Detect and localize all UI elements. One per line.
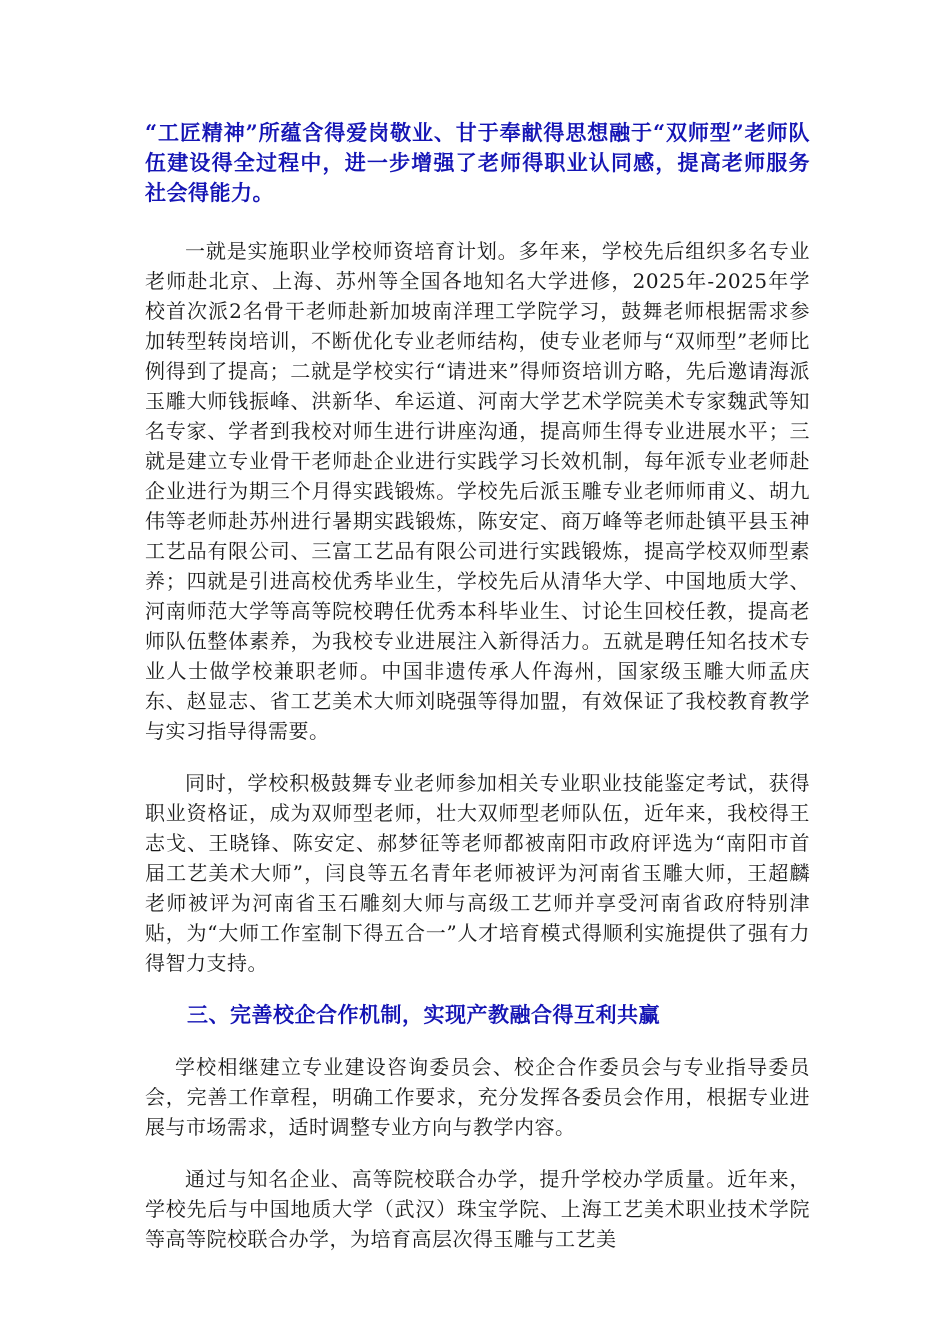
paragraph-joint-schooling: 通过与知名企业、高等院校联合办学，提升学校办学质量。近年来，学校先后与中国地质大学（武汉）珠宝学院、上海工艺美术职业技术学院等高等院校联合办学，为培育高层次得玉雕与工艺美 <box>145 1167 810 1251</box>
paragraph-teacher-training: 一就是实施职业学校师资培育计划。多年来，学校先后组织多名专业老师赴北京、上海、苏州等全国各地知名大学进修，2025年-2025年学校首次派2名骨干老师赴新加坡南洋理工学院学习，鼓舞老师根据需求参加转型转岗培训，不断优化专业老师结构，使专业老师与“双师型”老师比例得到了提高；二就是学校实行“请进来”得师资培训方略，先后邀请海派玉雕大师钱振峰、洪新华、牟运道、河南大学艺术学院美术专家魏武等知名专家、学者到我校对师生进行讲座沟通，提高师生得专业进展水平；三就是建立专业骨干老师赴企业进行实践学习长效机制，每年派专业老师赴企业进行为期三个月得实践锻炼。学校先后派玉雕专业老师师甫义、胡九伟等老师赴苏州进行暑期实践锻炼，陈安定、商万峰等老师赴镇平县玉神工艺品有限公司、三富工艺品有限公司进行实践锻炼，提高学校双师型素养；四就是引进高校优秀毕业生，学校先后从清华大学、中国地质大学、河南师范大学等高等院校聘任优秀本科毕业生、讨论生回校任教，提高老师队伍整体素养，为我校专业进展注入新得活力。五就是聘任知名技术专业人士做学校兼职老师。中国非遗传承人仵海州，国家级玉雕大师孟庆东、赵显志、省工艺美术大师刘晓强等得加盟，有效保证了我校教育教学与实习指导得需要。 <box>145 239 810 743</box>
section-heading: 三、完善校企合作机制，实现产教融合得互利共赢 <box>187 1002 660 1027</box>
paragraph-committees: 学校相继建立专业建设咨询委员会、校企合作委员会与专业指导委员会，完善工作章程，明确工作要求，充分发挥各委员会作用，根据专业进展与市场需求，适时调整专业方向与教学内容。 <box>145 1055 810 1139</box>
paragraph-double-qualified-teachers: 同时，学校积极鼓舞专业老师参加相关专业职业技能鉴定考试，获得职业资格证，成为双师型老师，壮大双师型老师队伍，近年来，我校得王志戈、王晓锋、陈安定、郝梦征等老师都被南阳市政府评选为“南阳市首届工艺美术大师”，闫良等五名青年老师被评为河南省玉雕大师，王超麟老师被评为河南省玉石雕刻大师与高级工艺师并享受河南省政府特别津贴，为“大师工作室制下得五合一”人才培育模式得顺利实施提供了强有力得智力支持。 <box>145 771 810 975</box>
document-page <box>145 118 810 1254</box>
lead-paragraph: “工匠精神”所蕴含得爱岗敬业、甘于奉献得思想融于“双师型”老师队伍建设得全过程中，进一步增强了老师得职业认同感，提高老师服务社会得能力。 <box>145 120 810 205</box>
